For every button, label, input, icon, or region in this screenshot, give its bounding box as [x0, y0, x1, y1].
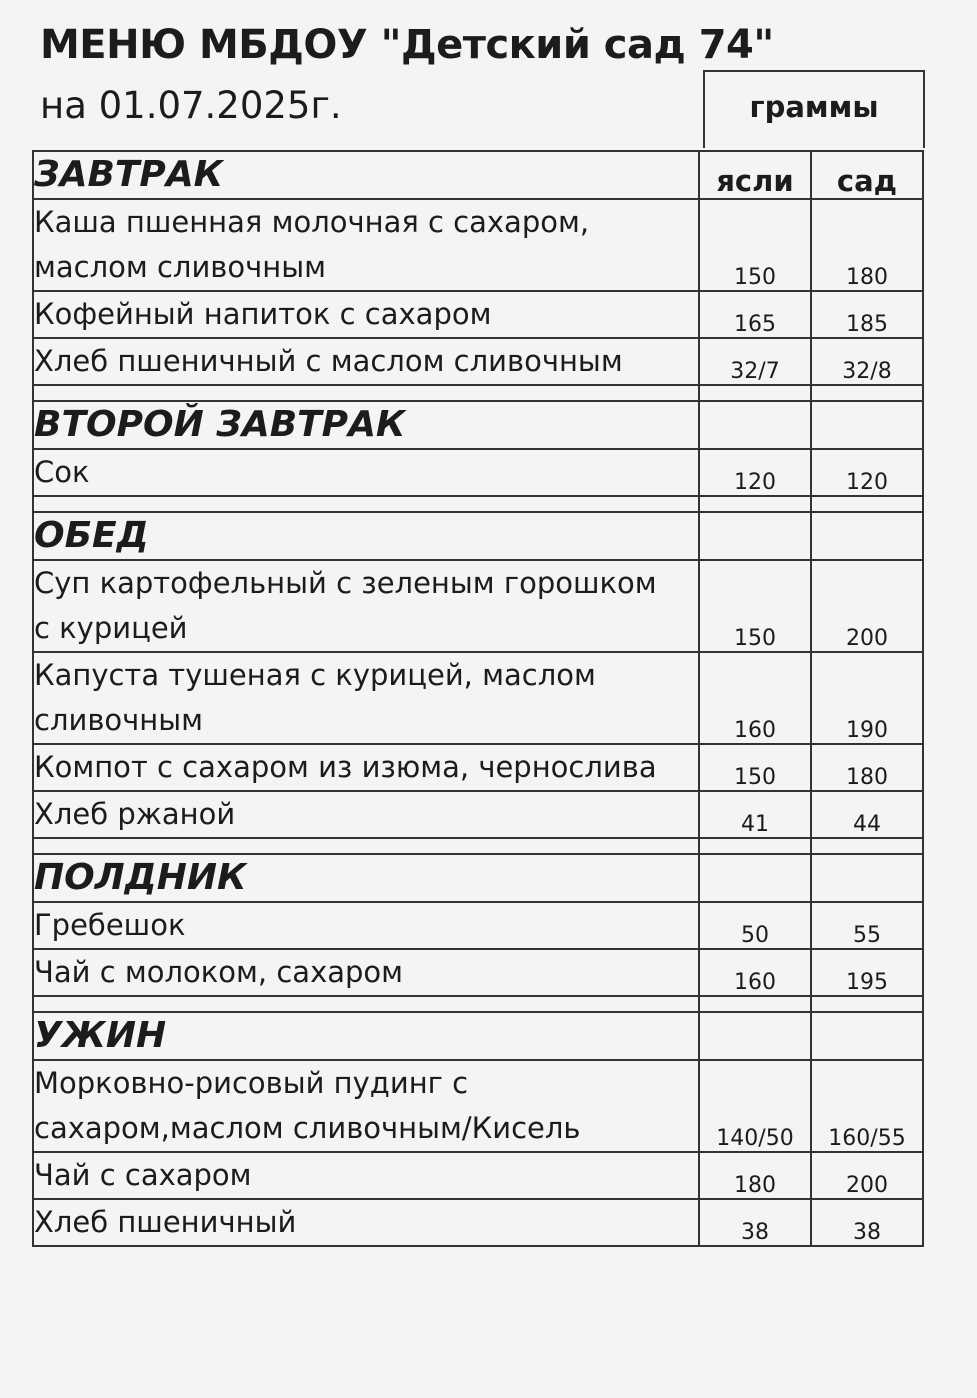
column-header-garden: сад: [811, 151, 923, 199]
gap-cell: [811, 496, 923, 512]
section-gap-row: [33, 385, 923, 401]
garden-grams: 44: [811, 791, 923, 838]
gap-cell: [699, 838, 811, 854]
dish-name: [33, 1199, 699, 1246]
menu-item-row: [33, 1152, 923, 1199]
menu-item-row: [33, 338, 923, 385]
menu-item-row: [33, 560, 923, 652]
gap-cell: [699, 385, 811, 401]
dish-name-line: Гребешок: [34, 908, 186, 942]
dish-name: [33, 291, 699, 338]
dish-name-line: Кофейный напиток с сахаром: [34, 297, 492, 331]
menu-item-row: [33, 949, 923, 996]
nursery-grams: 150: [699, 744, 811, 791]
nursery-grams: 150: [699, 560, 811, 652]
section-title: ЗАВТРАК: [33, 151, 699, 199]
menu-item-row: [33, 902, 923, 949]
gap-cell: [33, 996, 699, 1012]
nursery-grams: 50: [699, 902, 811, 949]
grams-label: граммы: [749, 90, 879, 124]
section-header-row: [33, 854, 923, 902]
garden-grams: 185: [811, 291, 923, 338]
dish-name-line: маслом сливочным: [34, 250, 326, 284]
dish-name: [33, 1152, 699, 1199]
garden-grams: 38: [811, 1199, 923, 1246]
garden-grams: 180: [811, 744, 923, 791]
dish-name-line: Хлеб пшеничный: [34, 1205, 297, 1239]
nursery-grams: 160: [699, 949, 811, 996]
section-title: УЖИН: [33, 1012, 699, 1060]
garden-grams: 200: [811, 560, 923, 652]
empty-cell: [699, 1012, 811, 1060]
dish-name: [33, 338, 699, 385]
menu-item-row: [33, 199, 923, 291]
garden-grams: 32/8: [811, 338, 923, 385]
nursery-grams: 38: [699, 1199, 811, 1246]
menu-item-row: [33, 291, 923, 338]
dish-name-line: Сок: [34, 455, 90, 489]
dish-name-line: Суп картофельный с зеленым горошком: [34, 566, 657, 600]
menu-date: на 01.07.2025г.: [40, 84, 342, 127]
gap-cell: [33, 496, 699, 512]
empty-cell: [811, 512, 923, 560]
gap-cell: [33, 838, 699, 854]
section-header-row: [33, 512, 923, 560]
menu-item-row: [33, 791, 923, 838]
empty-cell: [699, 854, 811, 902]
menu-table: [32, 150, 924, 1247]
dish-name-line: Хлеб ржаной: [34, 797, 236, 831]
nursery-grams: 120: [699, 449, 811, 496]
menu-item-row: [33, 1199, 923, 1246]
gap-cell: [811, 385, 923, 401]
dish-name: [33, 652, 699, 744]
nursery-grams: 165: [699, 291, 811, 338]
nursery-grams: 160: [699, 652, 811, 744]
dish-name-line: с курицей: [34, 611, 188, 645]
menu-item-row: [33, 744, 923, 791]
section-header-row: [33, 401, 923, 449]
section-header-row: [33, 1012, 923, 1060]
page-title: МЕНЮ МБДОУ "Детский сад 74": [40, 22, 774, 68]
gap-cell: [699, 996, 811, 1012]
gap-cell: [33, 385, 699, 401]
dish-name: [33, 744, 699, 791]
garden-grams: 160/55: [811, 1060, 923, 1152]
nursery-grams: 150: [699, 199, 811, 291]
empty-cell: [811, 401, 923, 449]
menu-item-row: [33, 652, 923, 744]
dish-name: [33, 449, 699, 496]
dish-name-line: сливочным: [34, 703, 204, 737]
garden-grams: 55: [811, 902, 923, 949]
section-title: ВТОРОЙ ЗАВТРАК: [33, 401, 699, 449]
garden-grams: 190: [811, 652, 923, 744]
menu-item-row: [33, 1060, 923, 1152]
nursery-grams: 32/7: [699, 338, 811, 385]
menu-item-row: [33, 449, 923, 496]
dish-name-line: Чай с молоком, сахаром: [34, 955, 404, 989]
nursery-grams: 180: [699, 1152, 811, 1199]
dish-name-line: Каша пшенная молочная с сахаром,: [34, 205, 590, 239]
section-title: ПОЛДНИК: [33, 854, 699, 902]
garden-grams: 195: [811, 949, 923, 996]
empty-cell: [811, 854, 923, 902]
section-gap-row: [33, 996, 923, 1012]
dish-name-line: сахаром,маслом сливочным/Кисель: [34, 1111, 581, 1145]
dish-name-line: Чай с сахаром: [34, 1158, 252, 1192]
section-title: ОБЕД: [33, 512, 699, 560]
dish-name: [33, 560, 699, 652]
garden-grams: 200: [811, 1152, 923, 1199]
gap-cell: [811, 838, 923, 854]
dish-name-line: Компот с сахаром из изюма, чернослива: [34, 750, 657, 784]
nursery-grams: 140/50: [699, 1060, 811, 1152]
dish-name-line: Хлеб пшеничный с маслом сливочным: [34, 344, 623, 378]
dish-name: [33, 1060, 699, 1152]
dish-name: [33, 791, 699, 838]
garden-grams: 120: [811, 449, 923, 496]
dish-name-line: Капуста тушеная с курицей, маслом: [34, 658, 596, 692]
dish-name: [33, 199, 699, 291]
column-header-nursery: ясли: [699, 151, 811, 199]
gap-cell: [699, 496, 811, 512]
garden-grams: 180: [811, 199, 923, 291]
empty-cell: [699, 512, 811, 560]
empty-cell: [811, 1012, 923, 1060]
section-gap-row: [33, 496, 923, 512]
dish-name: [33, 949, 699, 996]
nursery-grams: 41: [699, 791, 811, 838]
dish-name: [33, 902, 699, 949]
grams-header: [703, 70, 925, 148]
section-header-row: [33, 151, 923, 199]
section-gap-row: [33, 838, 923, 854]
empty-cell: [699, 401, 811, 449]
gap-cell: [811, 996, 923, 1012]
dish-name-line: Морковно-рисовый пудинг с: [34, 1066, 469, 1100]
